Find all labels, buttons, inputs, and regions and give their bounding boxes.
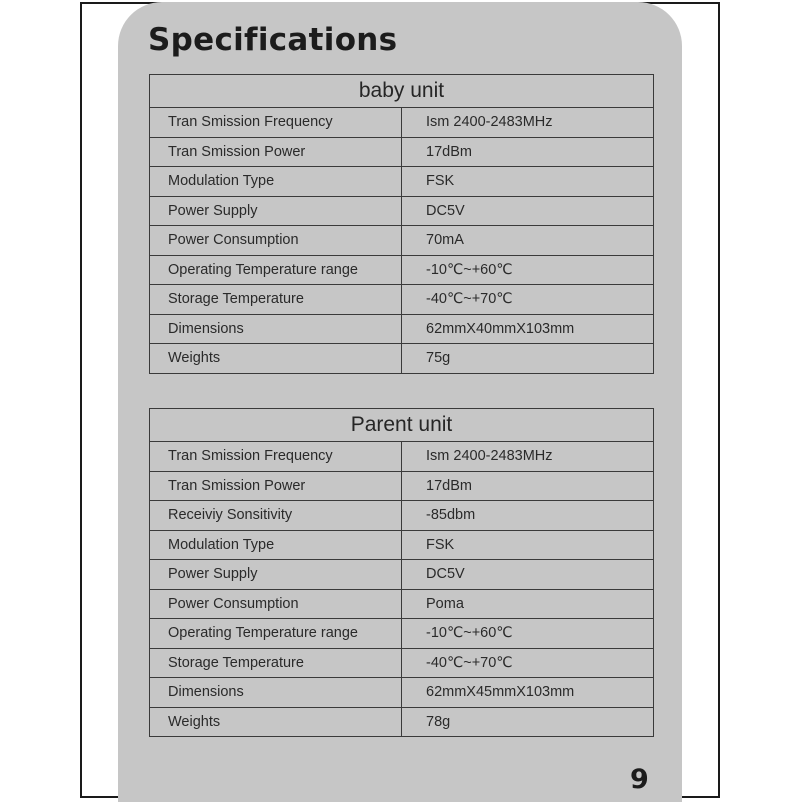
spec-label: Modulation Type — [150, 530, 402, 560]
page-number: 9 — [630, 764, 649, 795]
spec-value: -40℃~+70℃ — [402, 648, 654, 678]
table-row — [150, 314, 654, 344]
spec-label: Storage Temperature — [150, 285, 402, 315]
table-row — [150, 530, 654, 560]
spec-value: FSK — [402, 167, 654, 197]
table-row — [150, 442, 654, 472]
spec-label: Storage Temperature — [150, 648, 402, 678]
spec-value: 70mA — [402, 226, 654, 256]
table-header-row — [150, 75, 654, 108]
table-row — [150, 108, 654, 138]
spec-value: DC5V — [402, 560, 654, 590]
spec-value: FSK — [402, 530, 654, 560]
spec-label: Tran Smission Power — [150, 137, 402, 167]
spec-value: 75g — [402, 344, 654, 374]
spec-value: -10℃~+60℃ — [402, 255, 654, 285]
table-row — [150, 471, 654, 501]
spec-label: Dimensions — [150, 678, 402, 708]
table-row — [150, 707, 654, 737]
table-row — [150, 501, 654, 531]
spec-value: -85dbm — [402, 501, 654, 531]
spec-label: Dimensions — [150, 314, 402, 344]
spec-label: Power Consumption — [150, 226, 402, 256]
spec-value: -10℃~+60℃ — [402, 619, 654, 649]
spec-label: Power Supply — [150, 560, 402, 590]
table-header-row — [150, 409, 654, 442]
table-row — [150, 196, 654, 226]
spec-label: Tran Smission Frequency — [150, 108, 402, 138]
table-row — [150, 167, 654, 197]
table-row — [150, 619, 654, 649]
spec-label: Operating Temperature range — [150, 619, 402, 649]
spec-label: Receiviy Sonsitivity — [150, 501, 402, 531]
spec-value: 62mmX40mmX103mm — [402, 314, 654, 344]
table-row — [150, 648, 654, 678]
spec-value: Ism 2400-2483MHz — [402, 442, 654, 472]
table-row — [150, 255, 654, 285]
spec-value: DC5V — [402, 196, 654, 226]
spec-label: Tran Smission Frequency — [150, 442, 402, 472]
spec-label: Power Supply — [150, 196, 402, 226]
parent-unit-heading: Parent unit — [150, 409, 654, 442]
spec-value: -40℃~+70℃ — [402, 285, 654, 315]
table-row — [150, 285, 654, 315]
spec-value: 17dBm — [402, 471, 654, 501]
table-row — [150, 589, 654, 619]
spec-value: 17dBm — [402, 137, 654, 167]
spec-label: Power Consumption — [150, 589, 402, 619]
parent-unit-table — [149, 408, 654, 737]
table-row — [150, 344, 654, 374]
table-row — [150, 226, 654, 256]
spec-label: Tran Smission Power — [150, 471, 402, 501]
page-title: Specifications — [148, 22, 398, 58]
spec-value: Poma — [402, 589, 654, 619]
table-row — [150, 678, 654, 708]
baby-unit-heading: baby unit — [150, 75, 654, 108]
spec-value: 78g — [402, 707, 654, 737]
spec-label: Weights — [150, 344, 402, 374]
baby-unit-table — [149, 74, 654, 374]
spec-label: Weights — [150, 707, 402, 737]
spec-label: Modulation Type — [150, 167, 402, 197]
table-row — [150, 137, 654, 167]
table-row — [150, 560, 654, 590]
spec-value: 62mmX45mmX103mm — [402, 678, 654, 708]
spec-label: Operating Temperature range — [150, 255, 402, 285]
spec-value: Ism 2400-2483MHz — [402, 108, 654, 138]
